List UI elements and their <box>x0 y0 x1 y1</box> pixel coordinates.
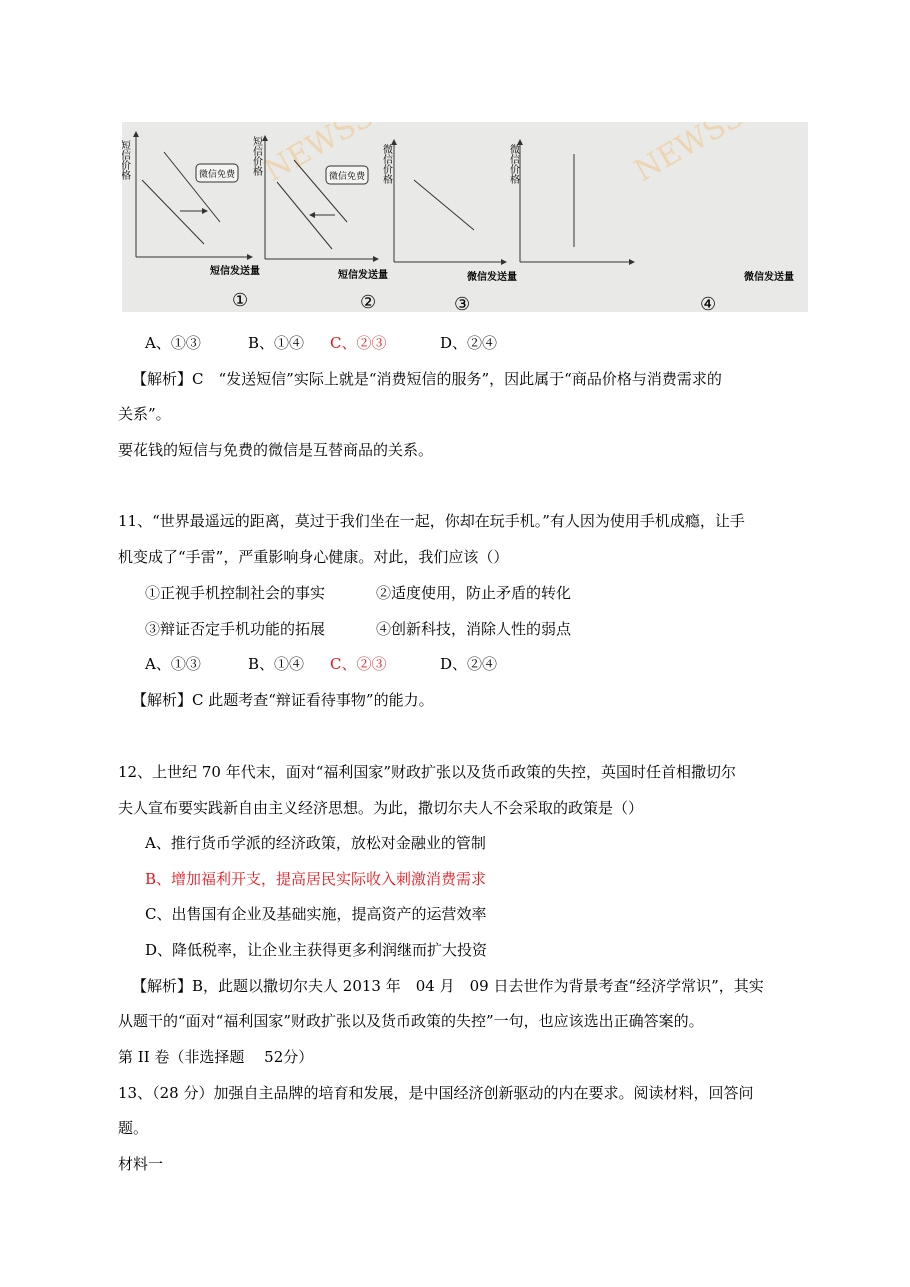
analysis: 从题干的“面对“福利国家”财政扩张以及货币政策的失控”一句，也应该选出正确答案的。 <box>118 1012 704 1030</box>
analysis: 【解析】C “发送短信”实际上就是“消费短信的服务”，因此属于“商品价格与消费需求的 <box>132 370 722 388</box>
statement: ④创新科技，消除人性的弱点 <box>376 620 572 638</box>
analysis: 【解析】C 此题考查“辩证看待事物”的能力。 <box>132 691 434 709</box>
option-c-answer: C、②③ <box>330 334 387 352</box>
option-a: A、①③ <box>145 334 201 352</box>
statement: ②适度使用，防止矛盾的转化 <box>376 584 572 602</box>
option-b: B、①④ <box>248 655 305 673</box>
question-stem: 夫人宣布要实践新自由主义经济思想。为此，撒切尔夫人不会采取的政策是（） <box>118 799 644 817</box>
analysis: 【解析】B，此题以撒切尔夫人 2013 年 04 月 09 日去世作为背景考查“经济学常识”，其实 <box>132 977 764 995</box>
option-d: D、降低税率，让企业主获得更多利润继而扩大投资 <box>145 941 488 959</box>
demand-graphs-figure <box>122 122 808 312</box>
graphs-svg <box>122 122 808 312</box>
graph-1 <box>122 132 260 311</box>
analysis: 关系”。 <box>118 405 171 423</box>
x-axis-label: 微信发送量 <box>744 272 794 283</box>
x-axis-label: 短信发送量 <box>210 266 260 277</box>
question-stem: 12、上世纪 70 年代末，面对“福利国家”财政扩张以及货币政策的失控，英国时任首相撒切尔 <box>118 763 737 781</box>
y-axis-label: 微信价格 <box>507 144 519 184</box>
y-axis-label: 微信价格 <box>380 144 392 184</box>
graph-number: ④ <box>700 294 717 312</box>
graph-number: ③ <box>454 294 471 312</box>
option-d: D、②④ <box>440 655 498 673</box>
callout: 微信免费 <box>199 170 236 180</box>
option-a: A、推行货币学派的经济政策，放松对金融业的管制 <box>145 834 486 852</box>
y-axis-label: 短信价格 <box>122 140 130 180</box>
statement: ③辩证否定手机功能的拓展 <box>145 620 326 638</box>
option-c-answer: C、②③ <box>330 655 387 673</box>
section-heading: 第 II 卷（非选择题 52分） <box>118 1048 314 1066</box>
option-c: C、出售国有企业及基础实施，提高资产的运营效率 <box>145 905 487 923</box>
question-stem: 机变成了“手雷”，严重影响身心健康。对此，我们应该（） <box>118 548 509 566</box>
watermark <box>629 122 809 189</box>
x-axis-label: 短信发送量 <box>338 270 388 281</box>
question-stem: 11、“世界最遥远的距离，莫过于我们坐在一起，你却在玩手机。”有人因为使用手机成瘾，让手 <box>118 512 745 530</box>
statement: ①正视手机控制社会的事实 <box>145 584 326 602</box>
question-stem: 题。 <box>118 1119 149 1137</box>
graph-number: ② <box>360 292 377 312</box>
option-b: B、①④ <box>248 334 305 352</box>
option-d: D、②④ <box>440 334 498 352</box>
option-b-answer: B、增加福利开支，提高居民实际收入刺激消费需求 <box>145 870 487 888</box>
question-stem: 13、（28 分）加强自主品牌的培育和发展，是中国经济创新驱动的内在要求。阅读材料，回答问 <box>118 1084 754 1102</box>
callout: 微信免费 <box>329 172 366 182</box>
graph-number: ① <box>232 290 249 311</box>
option-a: A、①③ <box>145 655 201 673</box>
y-axis-label: 短信价格 <box>250 136 262 176</box>
graph-3 <box>381 140 518 312</box>
x-axis-label: 微信发送量 <box>467 272 517 283</box>
analysis: 要花钱的短信与免费的微信是互替商品的关系。 <box>118 441 434 459</box>
material-label: 材料一 <box>118 1155 164 1173</box>
